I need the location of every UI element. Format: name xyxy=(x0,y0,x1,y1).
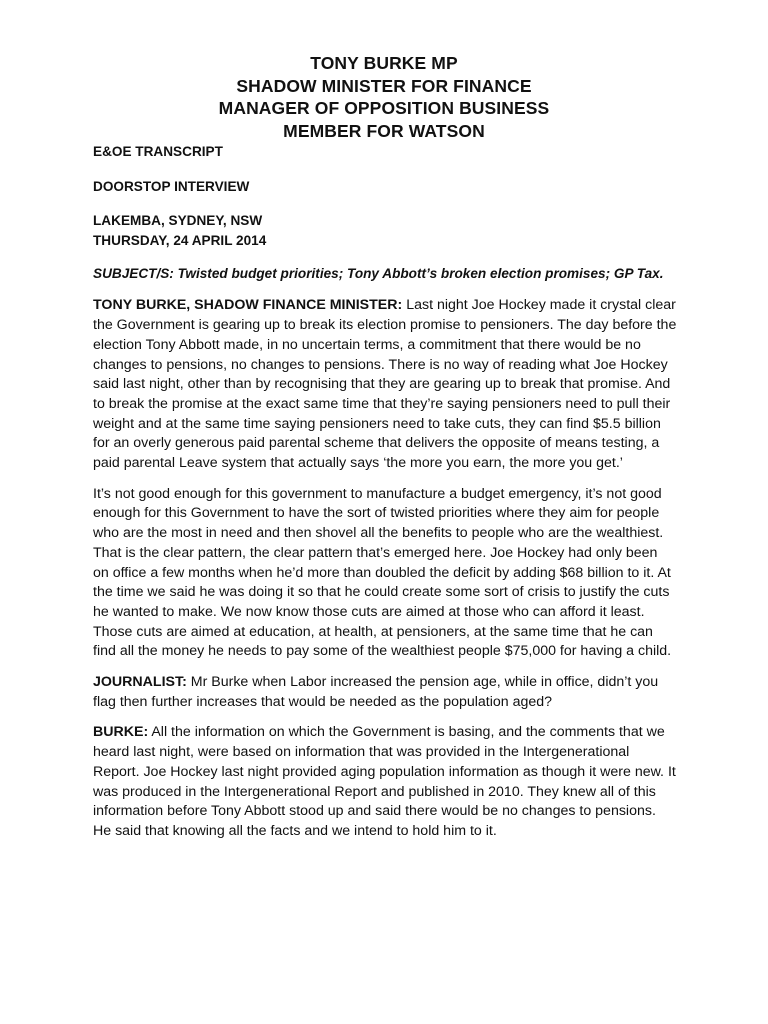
header-title-business: MANAGER OF OPPOSITION BUSINESS xyxy=(218,98,550,118)
interview-type: DOORSTOP INTERVIEW xyxy=(93,178,250,194)
subject-line: SUBJECT/S: Twisted budget priorities; Tony Abbott’s broken election promises; GP Tax. xyxy=(93,265,664,281)
paragraph xyxy=(93,485,677,662)
document-header xyxy=(0,52,768,142)
speaker-label: TONY BURKE, SHADOW FINANCE MINISTER: xyxy=(93,297,403,314)
speaker-label: JOURNALIST: xyxy=(93,674,187,691)
paragraph-text: Last night Joe Hockey made it crystal clear the Government is gearing up to break its election promise to pensioners. The day before the election Tony Abbott made, in no uncertain terms, a commitment that there would be no changes to pensions, no changes to pensions. There is no way of reading what Joe Hockey said last night, other than by recognising that they are gearing up to break that promise. And to break the promise at the exact same time that they’re saying pensioners need to pull their weight and at the same time saying pensioners need to take cuts, they can find $5.5 billion for an overly generous paid parental scheme that delivers the opposite of means testing, a paid parental Leave system that actually says ‘the more you earn, the more you get.’ xyxy=(93,297,677,472)
speaker-label: BURKE: xyxy=(93,724,149,741)
paragraph xyxy=(93,723,677,841)
paragraph-text: Mr Burke when Labor increased the pension age, while in office, didn’t you flag then further increases that would be needed as the population aged? xyxy=(93,674,659,710)
header-title-member: MEMBER FOR WATSON xyxy=(283,120,485,141)
document-body xyxy=(93,142,677,853)
paragraph xyxy=(93,296,677,473)
header-name: TONY BURKE MP xyxy=(310,53,458,73)
header-title-finance: SHADOW MINISTER FOR FINANCE xyxy=(236,75,532,96)
paragraph-text: All the information on which the Government is basing, and the comments that we heard last night, were based on information that was provided in the Intergenerational Report. Joe Hockey last night provided aging population information as though it were new. It was produced in the Intergenerational Report and published in 2010. They knew all of this information before Tony Abbott stood up and said there would be no changes to pensions. He said that knowing all the facts and we intend to hold him to it. xyxy=(93,724,676,839)
interview-date: THURSDAY, 24 APRIL 2014 xyxy=(93,233,267,249)
paragraph xyxy=(93,673,677,712)
paragraph-text: It’s not good enough for this government to manufacture a budget emergency, it’s not good enough for this Government to have the sort of twisted priorities where they aim for people who are the most in need and then shovel all the benefits to people who are the wealthiest. That is the clear pattern, the clear pattern that’s emerged here. Joe Hockey had only been on office a few months when he’d more than doubled the deficit by adding $68 billion to it. At the time we said he was doing it so that he could create some sort of crisis to justify the cuts he wanted to make. We now know those cuts are aimed at those who can afford it least. Those cuts are aimed at education, at health, at pensioners, at the same time that he can find all the money he needs to pay some of the wealthiest people $75,000 for having a child. xyxy=(93,485,672,660)
interview-location: LAKEMBA, SYDNEY, NSW xyxy=(93,213,263,229)
transcript-type: E&OE TRANSCRIPT xyxy=(93,144,223,159)
